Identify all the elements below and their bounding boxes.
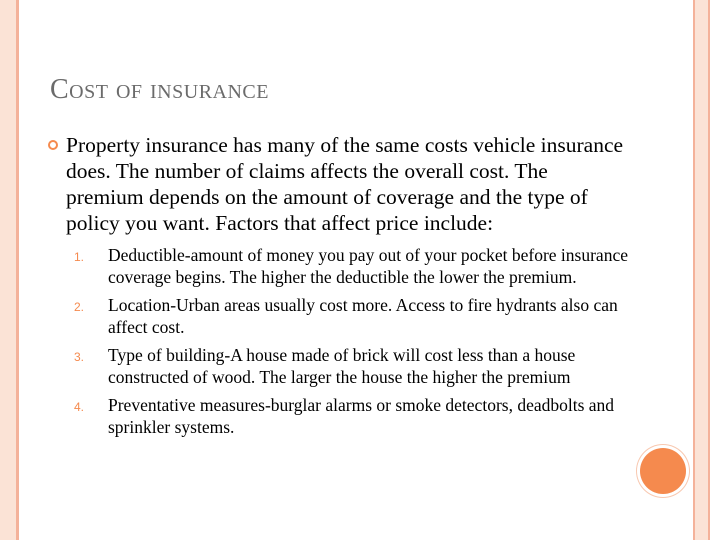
main-bullet-text: Property insurance has many of the same costs vehicle insurance does. The number of claims affects the overall cost. The premium depends on the amount of coverage and the type of policy you want. Factors that affect price include: [66, 133, 624, 235]
left-decorative-stripe [0, 0, 16, 540]
factor-number: 2. [74, 300, 85, 314]
factor-text: Preventative measures-burglar alarms or smoke detectors, deadbolts and sprinkler systems. [108, 395, 615, 437]
right-decorative-stripe [693, 0, 710, 540]
left-decorative-line [16, 0, 19, 540]
factor-item [48, 344, 630, 388]
factors-list [48, 244, 630, 438]
ring-bullet-icon [48, 140, 58, 150]
factor-number: 1. [74, 250, 85, 264]
factor-item [48, 244, 630, 288]
slide-title: Cost of insurance [50, 74, 269, 105]
factor-number: 3. [74, 350, 85, 364]
factor-text: Deductible-amount of money you pay out of your pocket before insurance coverage begins. The higher the deductible the lower the premium. [108, 245, 628, 287]
orange-circle-decoration [640, 448, 686, 494]
factor-number: 4. [74, 400, 85, 414]
factor-item [48, 294, 630, 338]
main-bullet [48, 132, 630, 236]
factor-text: Type of building-A house made of brick will cost less than a house constructed of wood. The larger the house the higher the premium [108, 345, 576, 387]
factor-text: Location-Urban areas usually cost more. Access to fire hydrants also can affect cost. [108, 295, 618, 337]
slide-body [48, 132, 630, 444]
factor-item [48, 394, 630, 438]
